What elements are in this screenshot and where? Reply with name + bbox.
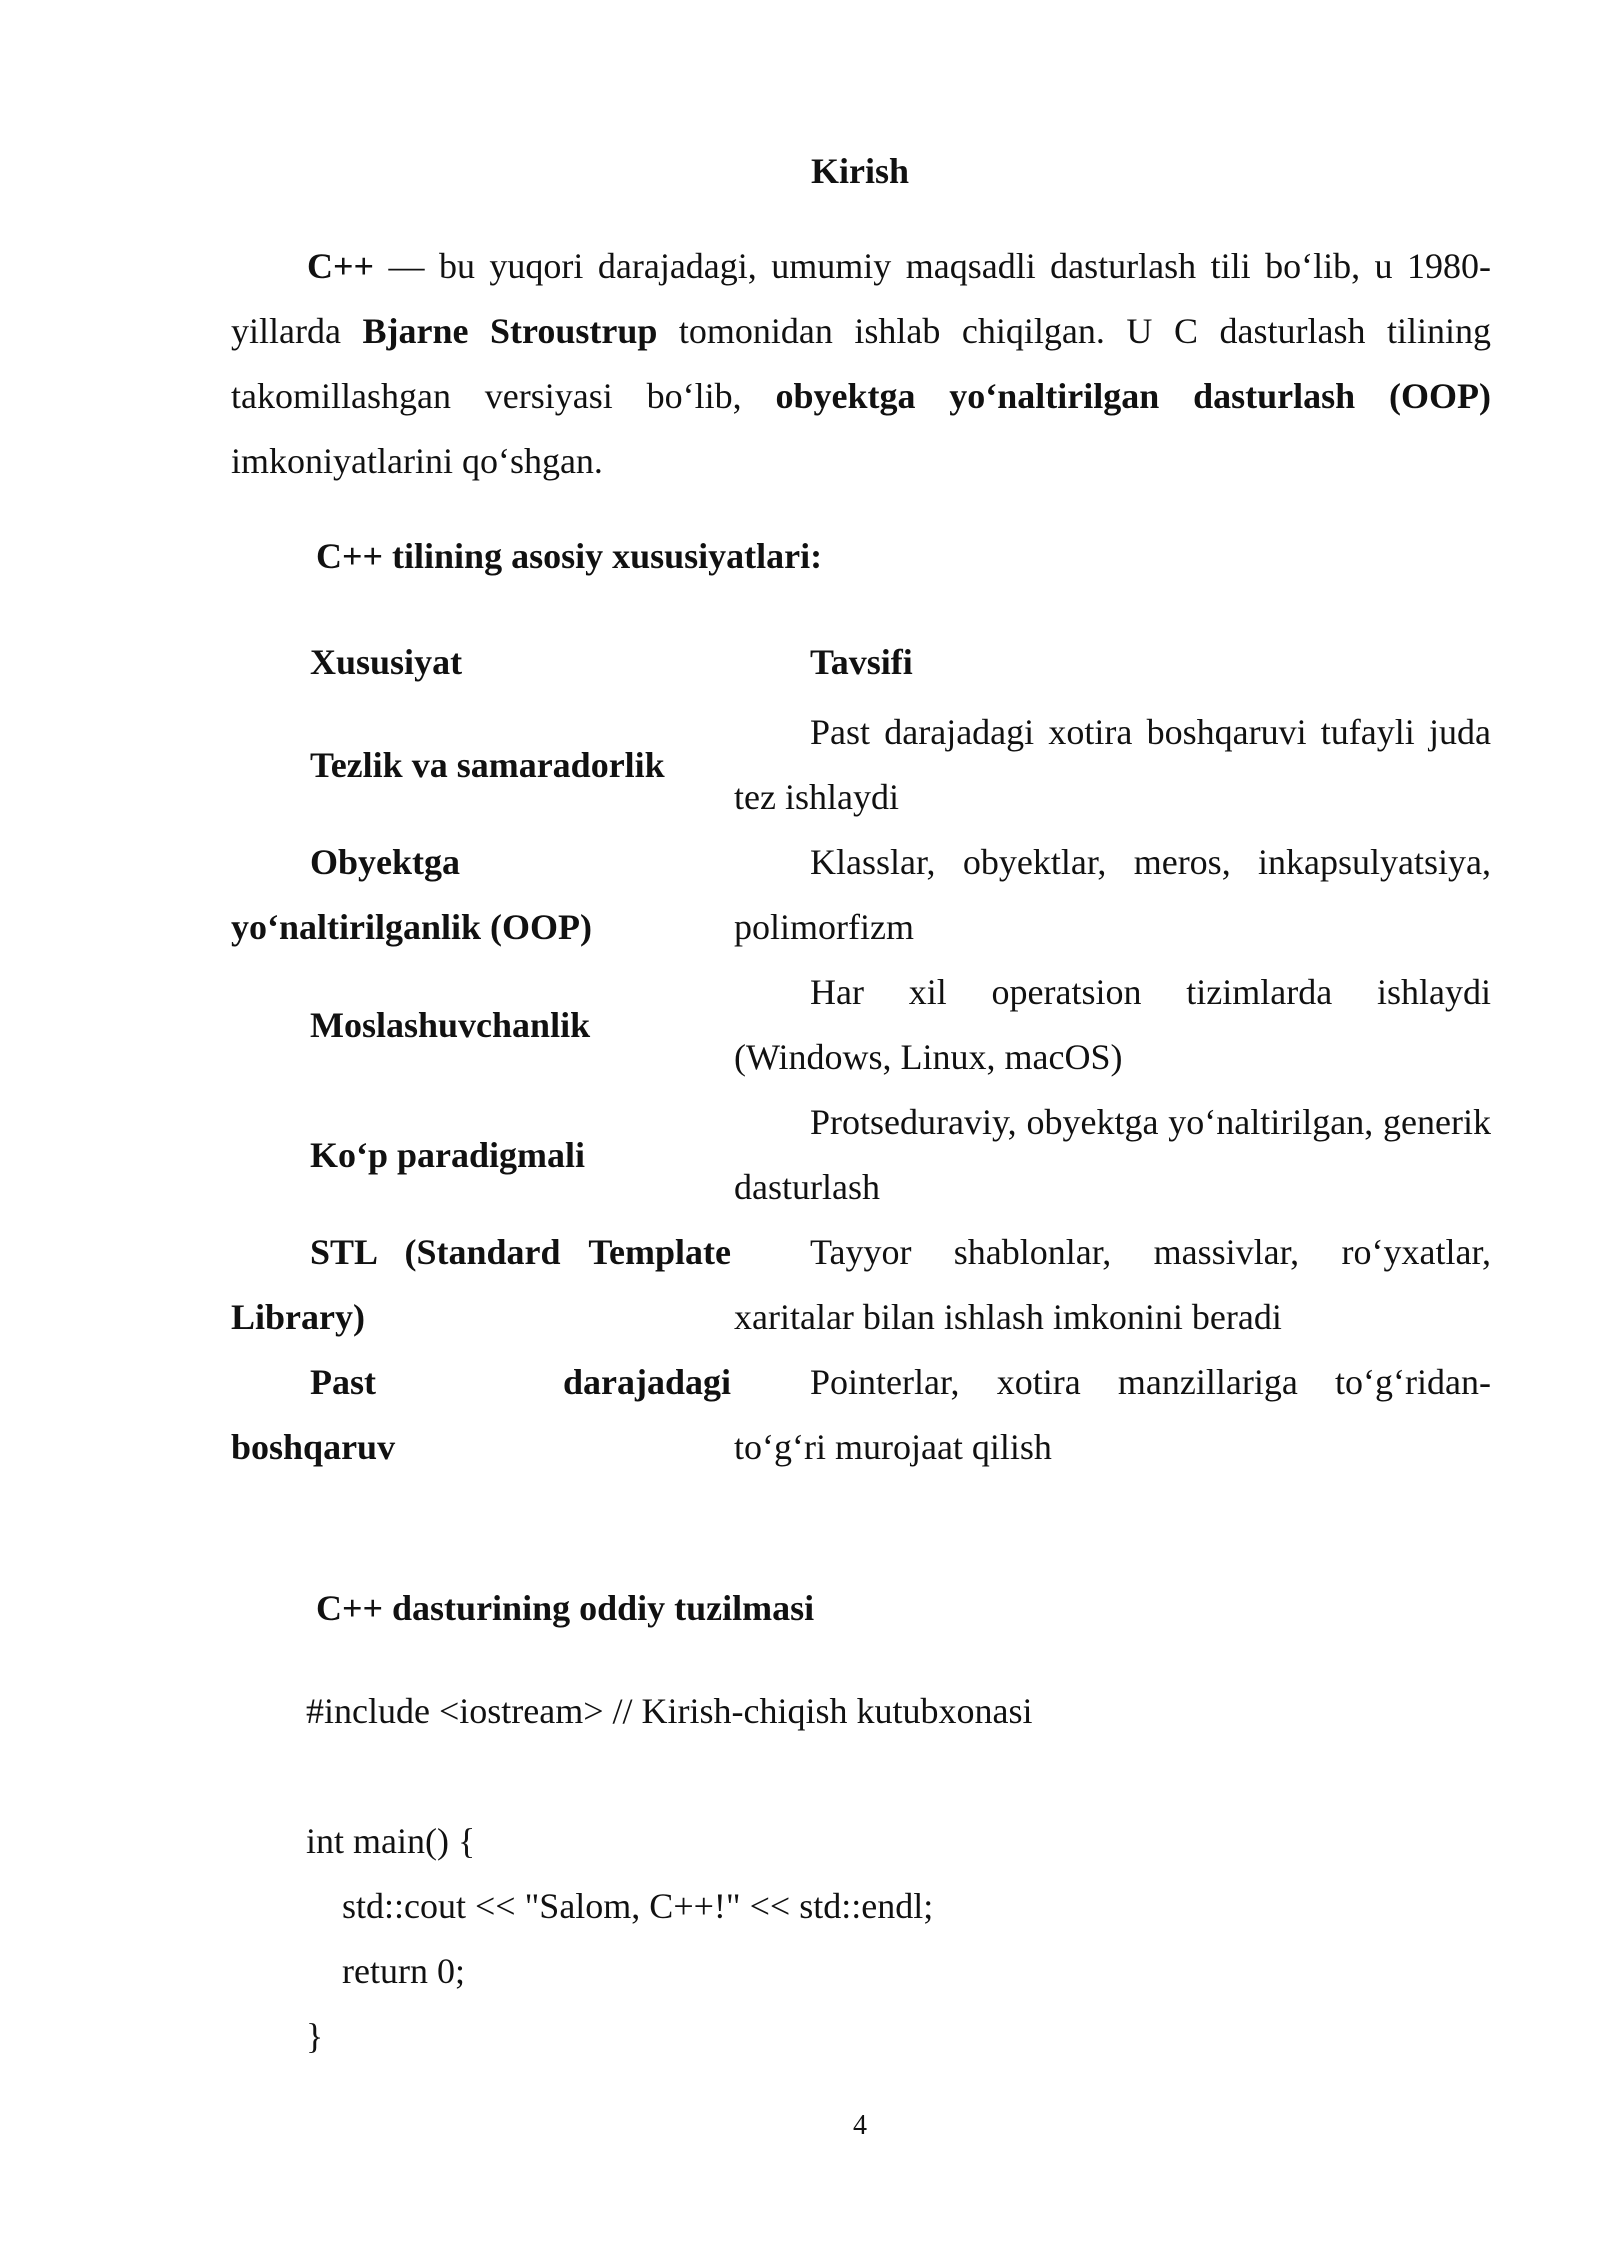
table-header-description: Tavsifi xyxy=(810,642,913,682)
code-line-cout: std::cout << "Salom, C++!" << std::endl; xyxy=(306,1886,934,1926)
feature-cell xyxy=(231,700,731,830)
feature-label: Moslashuvchanlik xyxy=(310,1004,591,1045)
intro-text-2: tomonidan ishlab chiqilgan. U C dasturlash tilining takomillashgan versiyasi bo‘lib, xyxy=(231,311,1491,416)
code-line-main: int main() { xyxy=(306,1821,476,1861)
page-number: 4 xyxy=(853,2110,867,2141)
page-title: Kirish xyxy=(810,151,909,191)
code-line-return: return 0; xyxy=(306,1951,465,1991)
intro-oop-term: obyektga yo‘naltirilgan dasturlash (OOP) xyxy=(775,376,1491,416)
feature-label-line1: STL (Standard Template xyxy=(310,1232,731,1272)
feature-label-line1: Obyektga xyxy=(310,842,461,882)
feature-label-line2: Library) xyxy=(231,1297,365,1337)
intro-text-1: — bu yuqori darajadagi, umumiy maqsadli dasturlash tili bo‘lib, u 1980-yillarda xyxy=(231,246,1491,351)
intro-cpp-term: C++ xyxy=(307,246,375,286)
feature-label: Ko‘p paradigmali xyxy=(310,1134,586,1175)
description-cell: Pointerlar, xotira manzillariga to‘g‘ridan-to‘g‘ri murojaat qilish xyxy=(734,1362,1491,1467)
description-cell: Past darajadagi xotira boshqaruvi tufayli juda tez ishlaydi xyxy=(734,712,1491,817)
feature-label-line2: boshqaruv xyxy=(231,1427,396,1467)
feature-cell xyxy=(231,1350,731,1480)
description-cell: Klasslar, obyektlar, meros, inkapsulyatsiya, polimorfizm xyxy=(734,842,1491,947)
code-line-include: #include <iostream> // Kirish-chiqish kutubxonasi xyxy=(306,1691,1033,1731)
feature-cell xyxy=(231,830,731,960)
table-header-feature: Xususiyat xyxy=(310,642,463,682)
feature-label-line2: yo‘naltirilganlik (OOP) xyxy=(231,907,593,947)
structure-heading: C++ dasturining oddiy tuzilmasi xyxy=(316,1588,815,1628)
feature-cell xyxy=(231,1090,731,1220)
intro-paragraph xyxy=(231,234,1491,494)
intro-text-3: imkoniyatlarini qo‘shgan. xyxy=(231,441,603,481)
feature-cell xyxy=(231,960,731,1090)
feature-cell xyxy=(231,1220,731,1350)
description-cell: Protseduraviy, obyektga yo‘naltirilgan, generik dasturlash xyxy=(734,1102,1491,1207)
code-line-close-brace: } xyxy=(306,2016,324,2056)
description-cell: Tayyor shablonlar, massivlar, ro‘yxatlar, xaritalar bilan ishlash imkonini beradi xyxy=(734,1232,1491,1337)
description-cell: Har xil operatsion tizimlarda ishlaydi (Windows, Linux, macOS) xyxy=(734,972,1491,1077)
features-heading: C++ tilining asosiy xususiyatlari: xyxy=(316,536,823,576)
intro-author: Bjarne Stroustrup xyxy=(362,311,658,351)
feature-label-line1: Past darajadagi xyxy=(310,1362,731,1402)
feature-label: Tezlik va samaradorlik xyxy=(310,744,665,785)
